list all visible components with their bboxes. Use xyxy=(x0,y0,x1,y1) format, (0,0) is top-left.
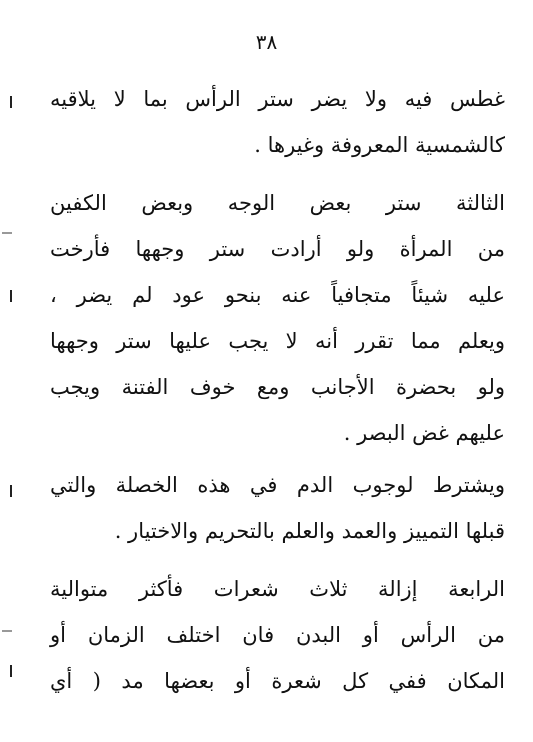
text-line: ولو بحضرة الأجانب ومع خوف الفتنة ويجب xyxy=(50,375,505,399)
margin-mark xyxy=(10,485,12,497)
margin-mark xyxy=(10,290,12,302)
text-line: عليهم غض البصر . xyxy=(343,421,505,445)
text-line: ويعلم مما تقرر أنه لا يجب عليها ستر وجهها xyxy=(50,329,505,353)
text-line: ويشترط لوجوب الدم في هذه الخصلة والتي xyxy=(50,473,505,497)
text-line: كالشمسية المعروفة وغيرها . xyxy=(254,133,505,157)
text-line: الرابعة إزالة ثلاث شعرات فأكثر متوالية xyxy=(50,577,505,601)
text-line: المكان ففي كل شعرة أو بعضها مد ( أي xyxy=(50,669,505,693)
text-line: عليه شيئاً متجافياً عنه بنحو عود لم يضر ، xyxy=(50,283,505,307)
text-line: قبلها التمييز والعمد والعلم بالتحريم والاختيار . xyxy=(114,519,505,543)
text-line: من المرأة ولو أرادت ستر وجهها فأرخت xyxy=(50,237,505,261)
margin-mark xyxy=(10,96,12,108)
text-line: من الرأس أو البدن فان اختلف الزمان أو xyxy=(50,623,505,647)
paragraph-2 xyxy=(50,180,505,456)
margin-tick xyxy=(2,232,12,234)
text-line: الثالثة ستر بعض الوجه وبعض الكفين xyxy=(50,191,505,215)
page-number: ٣٨ xyxy=(255,30,278,54)
margin-mark xyxy=(10,665,12,677)
paragraph-3 xyxy=(50,462,505,554)
paragraph-4 xyxy=(50,566,505,704)
text-line: غطس فيه ولا يضر ستر الرأس بما لا يلاقيه xyxy=(50,87,505,111)
paragraph-1 xyxy=(50,76,505,168)
margin-tick xyxy=(2,630,12,632)
